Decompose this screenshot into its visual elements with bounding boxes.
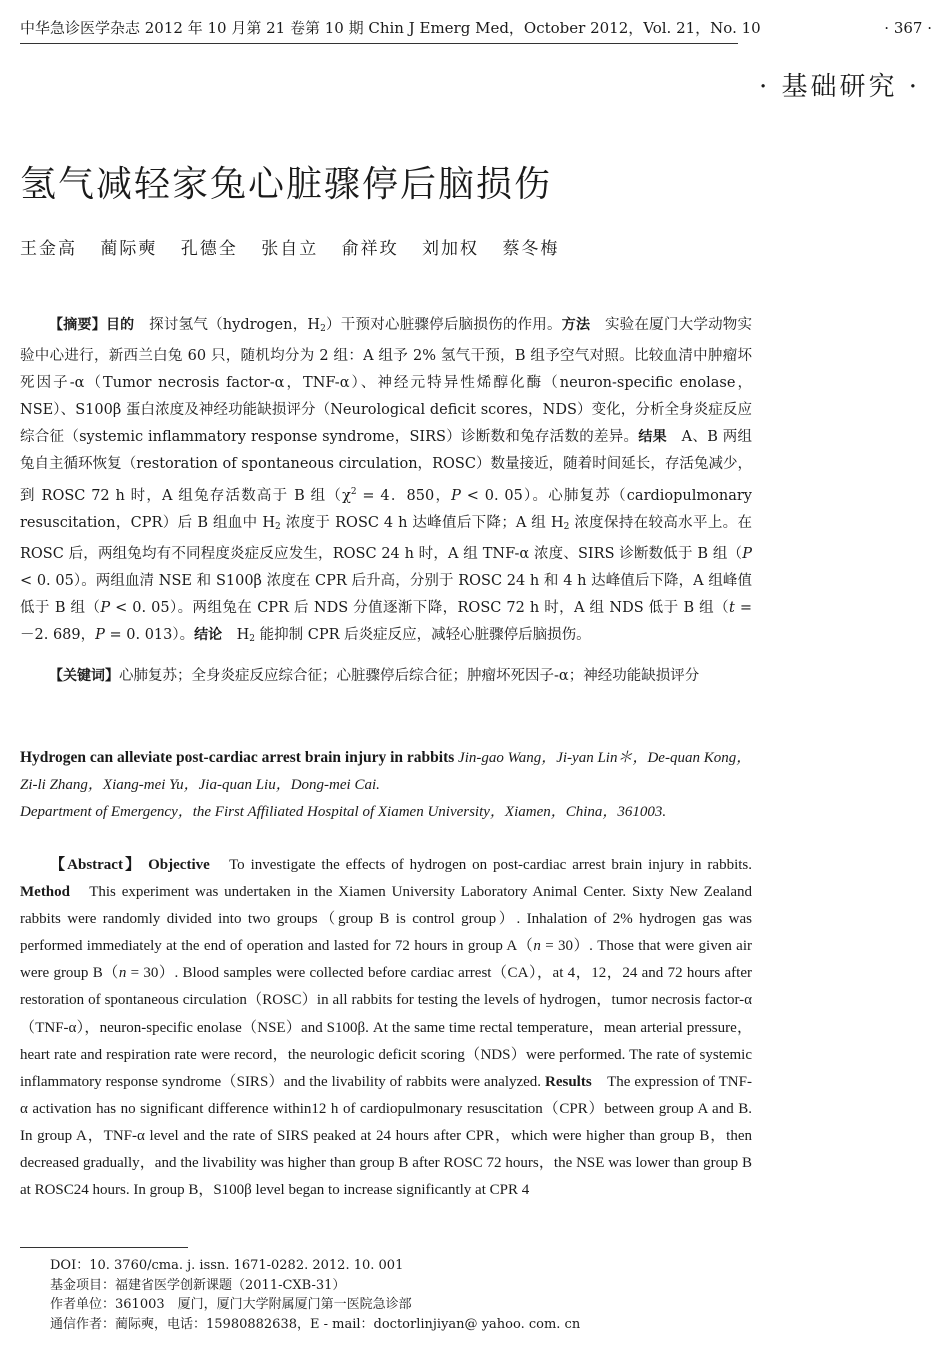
objective-label: 目的 bbox=[105, 317, 135, 333]
correspondence-note: 通信作者：蔺际奭，电话：15980882638，E - mail：doctorlinjiyan@ yahoo. com. cn bbox=[50, 1316, 581, 1332]
result-text: = －2. 689， bbox=[20, 599, 752, 644]
p-symbol: P bbox=[742, 545, 752, 562]
n-symbol: n bbox=[533, 938, 541, 955]
superscript: 2 bbox=[350, 486, 357, 497]
english-authors: Jin-gao Wang，Ji-yan Lin＊，De-quan Kong，Zi-li Zhang，Xiang-mei Yu，Jia-quan Liu，Dong-mei Cai. bbox=[20, 750, 752, 794]
author-name: 孔德全 bbox=[180, 239, 238, 259]
subscript: 2 bbox=[563, 521, 570, 532]
fund-note: 基金项目：福建省医学创新课题（2011-CXB-31） bbox=[50, 1277, 346, 1293]
objective-text: To investigate the effects of hydrogen on post-cardiac arrest brain injury in rabbits. bbox=[229, 857, 752, 873]
english-affiliation: Department of Emergency，the First Affiliated Hospital of Xiamen University，Xiamen，China，361003. bbox=[20, 804, 667, 821]
objective-text: ）干预对心脏骤停后脑损伤的作用。 bbox=[325, 317, 562, 333]
english-title: Hydrogen can alleviate post-cardiac arrest brain injury in rabbits bbox=[20, 749, 455, 766]
result-text: < 0. 05）。两组兔在 CPR 后 NDS 分值逐渐下降，ROSC 72 h 时，A 组 NDS 低于 B 组（ bbox=[110, 599, 729, 616]
chinese-keywords bbox=[20, 663, 752, 690]
p-symbol: P bbox=[95, 627, 105, 644]
english-title-block bbox=[20, 744, 752, 826]
t-symbol: t bbox=[729, 599, 735, 616]
author-name: 王金高 bbox=[20, 239, 77, 259]
footnotes bbox=[50, 1256, 580, 1334]
section-label: · 基础研究 · bbox=[758, 72, 920, 102]
result-text: = 4．850， bbox=[356, 487, 452, 504]
objective-text: 探讨氢气（hydrogen，H bbox=[149, 317, 321, 333]
author-name: 蔺际奭 bbox=[100, 239, 158, 259]
running-header bbox=[20, 18, 932, 38]
footnote-rule bbox=[20, 1247, 188, 1248]
keywords-text: 心肺复苏；全身炎症反应综合征；心脏骤停后综合征；肿瘤坏死因子-α；神经功能缺损评分 bbox=[119, 668, 700, 684]
conclusion-text: 能抑制 CPR 后炎症反应，减轻心脏骤停后脑损伤。 bbox=[255, 627, 591, 644]
subscript: 2 bbox=[320, 324, 326, 334]
method-label: 方法 bbox=[561, 317, 591, 333]
method-text: 实验在厦门大学动物实验中心进行，新西兰白兔 60 只，随机均分为 2 组：A 组予 2% 氢气干预，B 组予空气对照。比较血清中肿瘤坏死因子-α（Tumor necrosis factor-α，TNF-α）、神经元特异性烯醇化酶（neuron-specific enolase，NSE）、S100β 蛋白浓度及神经功能缺损评分（Neurological deficit scores，NDS）变化，分析全身炎症反应综合征（systemic inflammatory response syndrome，SIRS）诊断数和兔存活数的差异。 bbox=[20, 317, 753, 446]
author-name: 刘加权 bbox=[422, 239, 480, 259]
affiliation-note: 作者单位：361003 厦门，厦门大学附属厦门第一医院急诊部 bbox=[50, 1297, 412, 1312]
conclusion-text: H bbox=[236, 627, 250, 644]
result-label: 结果 bbox=[638, 429, 667, 446]
author-name: 蔡冬梅 bbox=[502, 239, 560, 259]
chinese-abstract bbox=[20, 312, 752, 653]
english-abstract bbox=[20, 852, 752, 1204]
results-text: The expression of TNF-α activation has no significant difference within12 h of cardiopulmonary resuscitation（CPR）between group A and B. In group A，TNF-α level and the rate of SIRS peaked at 24 hours after CPR，which were higher than group B，then decreased gradually，and the livability was higher than group B after ROSC 72 hours，the NSE was lower than group B at ROSC24 hours. In group B，S100β level began to increase significantly at CPR 4 bbox=[20, 1073, 752, 1199]
article-title: 氢气减轻家兔心脏骤停后脑损伤 bbox=[20, 164, 553, 205]
result-text: = 0. 013）。 bbox=[104, 627, 195, 644]
method-text: = 30）. Those that were given air were group B（ bbox=[20, 938, 753, 982]
result-text: 浓度于 ROSC 4 h 达峰值后下降；A 组 H bbox=[280, 514, 564, 531]
subscript: 2 bbox=[275, 521, 281, 532]
subscript: 2 bbox=[249, 634, 256, 645]
keywords-label: 【关键词】 bbox=[49, 668, 119, 684]
result-text: < 0. 05）。两组血清 NSE 和 S100β 浓度在 CPR 后升高，分别于 ROSC 24 h 和 4 h 达峰值后下降，A 组峰值低于 B 组（ bbox=[20, 572, 752, 616]
results-label: Results bbox=[545, 1073, 592, 1090]
abstract-label: 【Abstract】 bbox=[50, 857, 143, 873]
result-text: A、B 两组兔自主循环恢复（restoration of spontaneous circulation，ROSC）数量接近，随着时间延长，存活兔减少，到 ROSC 72 h 时，A 组兔存活数高于 B 组（χ bbox=[20, 429, 753, 504]
abstract-label: 【摘要】 bbox=[49, 317, 106, 333]
journal-citation: 中华急诊医学杂志 2012 年 10 月第 21 卷第 10 期 Chin J Emerg Med，October 2012，Vol. 21，No. 10 bbox=[20, 19, 761, 37]
objective-label: Objective bbox=[148, 857, 210, 873]
result-text: 浓度保持在较高水平上。在 ROSC 后，两组兔均有不同程度炎症反应发生，ROSC 24 h 时，A 组 TNF-α 浓度、SIRS 诊断数低于 B 组（ bbox=[20, 514, 752, 562]
method-label: Method bbox=[20, 884, 70, 901]
p-symbol: P bbox=[451, 487, 461, 504]
author-name: 俞祥玫 bbox=[341, 239, 399, 259]
doi-note: DOI：10. 3760/cma. j. issn. 1671-0282. 2012. 10. 001 bbox=[50, 1258, 404, 1273]
result-text: < 0. 05）。心肺复苏（cardiopulmonary resuscitation，CPR）后 B 组血中 H bbox=[20, 487, 752, 531]
method-text: This experiment was undertaken in the Xiamen University Laboratory Animal Center. Sixty New Zealand rabbits were randomly divided into two groups（group B is control group）. Inhalation of 2% hydrogen gas was performed immediately at the end of operation and lasted for 72 hours in group A（ bbox=[20, 884, 752, 955]
conclusion-label: 结论 bbox=[194, 627, 223, 644]
author-list bbox=[20, 234, 575, 259]
n-symbol: n bbox=[118, 965, 127, 982]
header-rule bbox=[20, 43, 738, 44]
author-name: 张自立 bbox=[261, 239, 319, 259]
page-number: · 367 · bbox=[884, 19, 932, 37]
p-symbol: P bbox=[100, 599, 111, 616]
method-text: = 30）. Blood samples were collected before cardiac arrest（CA），at 4，12，24 and 72 hours after restoration of spontaneous circulation（ROSC）in all rabbits for testing the levels of hydrogen，tumor necrosis factor-α（TNF-α），neuron-specific enolase（NSE）and S100β. At the same time rectal temperature，mean arterial pressure，heart rate and respiration rate were record，the neurologic deficit scoring（NDS）were performed. The rate of systemic inflammatory response syndrome（SIRS）and the livability of rabbits were analyzed. bbox=[20, 965, 752, 1090]
